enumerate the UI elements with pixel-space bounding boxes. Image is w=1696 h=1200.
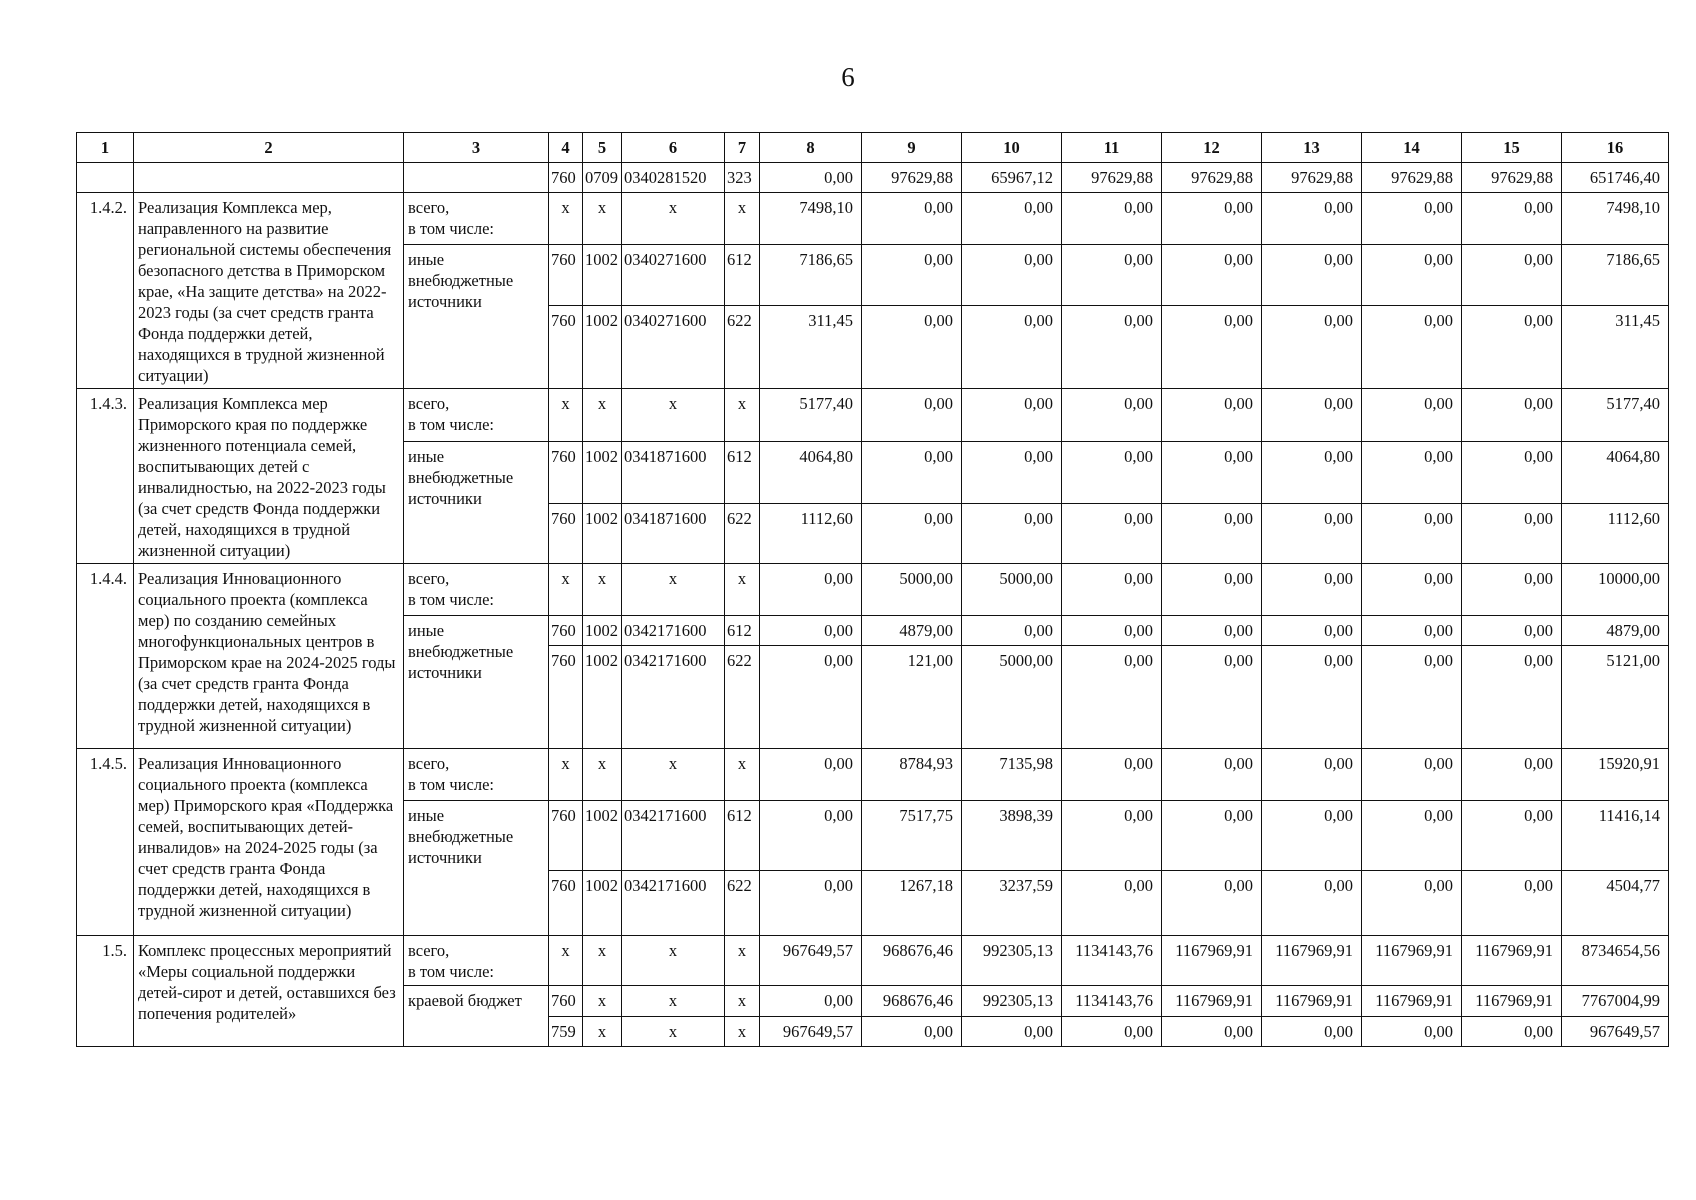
code-cell-c6: x [622,986,725,1017]
value-cell-col14: 0,00 [1362,193,1462,245]
value-cell-col14: 0,00 [1362,871,1462,936]
value-cell-col13: 0,00 [1262,749,1362,801]
value-cell-col14: 0,00 [1362,749,1462,801]
code-cell-c5: 1002 [583,245,622,306]
value-cell-col11: 0,00 [1062,442,1162,504]
item-title: Реализация Комплекса мер Приморского края по поддержке жизненного потенциала семей, воспитывающих детей с инвалидностью, на 2022-2023 годы (за счет средств Фонда поддержки детей, находящихся в трудной жизненной ситуации) [134,389,404,564]
header-row [77,133,1669,163]
value-cell-col14: 0,00 [1362,616,1462,646]
value-cell-col11: 1134143,76 [1062,986,1162,1017]
value-cell-col15: 0,00 [1462,646,1562,749]
code-cell-c6: x [622,193,725,245]
value-cell-col16: 15920,91 [1562,749,1669,801]
value-cell-col13: 1167969,91 [1262,936,1362,986]
item-index: 1.4.3. [77,389,134,564]
value-cell-col16: 311,45 [1562,306,1669,389]
value-cell-col10: 0,00 [962,1017,1062,1047]
item-index: 1.4.2. [77,193,134,389]
code-cell-c6: 0341871600 [622,442,725,504]
value-cell-col14: 0,00 [1362,801,1462,871]
code-cell-c5: x [583,564,622,616]
code-cell-c5: 1002 [583,504,622,564]
code-cell-c4: 760 [549,306,583,389]
column-header: 10 [962,133,1062,163]
value-cell-col12: 0,00 [1162,749,1262,801]
source-label: иные внебюджетные источники [404,801,549,936]
table-row [77,163,1669,193]
column-header: 11 [1062,133,1162,163]
value-cell-col9: 0,00 [862,245,962,306]
value-cell-col16: 7186,65 [1562,245,1669,306]
code-cell-c5: 0709 [583,163,622,193]
value-cell-col15: 0,00 [1462,749,1562,801]
value-cell-col12: 0,00 [1162,1017,1262,1047]
value-cell-col10: 7135,98 [962,749,1062,801]
value-cell-col10: 0,00 [962,504,1062,564]
value-cell-col8: 0,00 [760,749,862,801]
value-cell-col11: 0,00 [1062,193,1162,245]
code-cell-c4: 760 [549,986,583,1017]
value-cell-col14: 0,00 [1362,389,1462,442]
value-cell-col9: 0,00 [862,442,962,504]
value-cell-col16: 651746,40 [1562,163,1669,193]
total-label: всего, в том числе: [404,193,549,245]
value-cell-col15: 0,00 [1462,193,1562,245]
value-cell-col8: 967649,57 [760,1017,862,1047]
value-cell-col9: 0,00 [862,306,962,389]
code-cell-c5: 1002 [583,616,622,646]
value-cell-col9: 0,00 [862,389,962,442]
table-row [77,193,1669,245]
value-cell-col14: 1167969,91 [1362,986,1462,1017]
code-cell-c7: 622 [725,646,760,749]
value-cell-col11: 0,00 [1062,646,1162,749]
table-row [77,749,1669,801]
value-cell-col16: 4879,00 [1562,616,1669,646]
value-cell-col14: 0,00 [1362,442,1462,504]
code-cell-c7: x [725,389,760,442]
value-cell-col12: 0,00 [1162,389,1262,442]
code-cell-c5: x [583,986,622,1017]
code-cell-c6: 0340271600 [622,245,725,306]
column-header: 7 [725,133,760,163]
value-cell-col12: 0,00 [1162,801,1262,871]
value-cell-col13: 0,00 [1262,193,1362,245]
code-cell-c4: x [549,389,583,442]
value-cell-col9: 4879,00 [862,616,962,646]
value-cell-col13: 0,00 [1262,245,1362,306]
code-cell-c5: x [583,193,622,245]
value-cell-col16: 1112,60 [1562,504,1669,564]
code-cell-c6: x [622,564,725,616]
code-cell-c6: x [622,389,725,442]
value-cell-col13: 0,00 [1262,646,1362,749]
code-cell-c4: 760 [549,871,583,936]
value-cell-col14: 0,00 [1362,1017,1462,1047]
value-cell-col10: 0,00 [962,616,1062,646]
value-cell-col8: 0,00 [760,801,862,871]
value-cell-col14: 0,00 [1362,646,1462,749]
code-cell-c5: 1002 [583,871,622,936]
value-cell-col11: 0,00 [1062,564,1162,616]
code-cell-c5: 1002 [583,306,622,389]
column-header: 15 [1462,133,1562,163]
value-cell-col16: 11416,14 [1562,801,1669,871]
code-cell-c6: 0342171600 [622,646,725,749]
value-cell-col9: 968676,46 [862,986,962,1017]
value-cell-col12: 0,00 [1162,442,1262,504]
code-cell-c4: 760 [549,646,583,749]
table-row [77,936,1669,986]
value-cell-col12: 0,00 [1162,871,1262,936]
code-cell-c7: x [725,936,760,986]
value-cell-col14: 97629,88 [1362,163,1462,193]
code-cell-c5: x [583,1017,622,1047]
code-cell-c4: x [549,564,583,616]
value-cell-col12: 0,00 [1162,564,1262,616]
column-header: 3 [404,133,549,163]
value-cell-col15: 97629,88 [1462,163,1562,193]
value-cell-col16: 7767004,99 [1562,986,1669,1017]
code-cell-c4: x [549,193,583,245]
value-cell-col8: 0,00 [760,646,862,749]
value-cell-col8: 967649,57 [760,936,862,986]
value-cell-col12: 97629,88 [1162,163,1262,193]
value-cell-col10: 992305,13 [962,936,1062,986]
value-cell-col11: 0,00 [1062,306,1162,389]
code-cell-c7: 612 [725,801,760,871]
column-header: 5 [583,133,622,163]
value-cell-col8: 5177,40 [760,389,862,442]
code-cell-c7: x [725,749,760,801]
column-header: 1 [77,133,134,163]
item-index: 1.4.5. [77,749,134,936]
code-cell-c6: x [622,1017,725,1047]
value-cell-col15: 0,00 [1462,801,1562,871]
value-cell-col8: 1112,60 [760,504,862,564]
value-cell-col13: 97629,88 [1262,163,1362,193]
code-cell-c7: 612 [725,245,760,306]
value-cell-col16: 10000,00 [1562,564,1669,616]
value-cell-col8: 7186,65 [760,245,862,306]
value-cell-col15: 0,00 [1462,564,1562,616]
value-cell-col11: 0,00 [1062,871,1162,936]
value-cell-col12: 1167969,91 [1162,936,1262,986]
value-cell-col15: 0,00 [1462,504,1562,564]
value-cell-col10: 992305,13 [962,986,1062,1017]
code-cell-c6: 0341871600 [622,504,725,564]
code-cell-c7: x [725,986,760,1017]
value-cell-col9: 0,00 [862,193,962,245]
value-cell-col9: 968676,46 [862,936,962,986]
value-cell-col10: 3237,59 [962,871,1062,936]
value-cell-col13: 0,00 [1262,306,1362,389]
value-cell-col12: 0,00 [1162,306,1262,389]
code-cell-c7: 622 [725,504,760,564]
code-cell-c4: x [549,749,583,801]
source-cell [404,163,549,193]
value-cell-col11: 0,00 [1062,245,1162,306]
value-cell-col8: 0,00 [760,871,862,936]
value-cell-col12: 0,00 [1162,646,1262,749]
code-cell-c7: 612 [725,616,760,646]
value-cell-col11: 0,00 [1062,389,1162,442]
value-cell-col14: 0,00 [1362,245,1462,306]
column-header: 6 [622,133,725,163]
total-label: всего, в том числе: [404,749,549,801]
value-cell-col10: 0,00 [962,306,1062,389]
item-title: Реализация Комплекса мер, направленного на развитие региональной системы обеспечения безопасного детства в Приморском крае, «На защите детства» на 2022-2023 годы (за счет средств гранта Фонда поддержки детей, находящихся в трудной жизненной ситуации) [134,193,404,389]
value-cell-col9: 0,00 [862,1017,962,1047]
value-cell-col10: 3898,39 [962,801,1062,871]
value-cell-col11: 0,00 [1062,801,1162,871]
value-cell-col13: 0,00 [1262,504,1362,564]
value-cell-col14: 1167969,91 [1362,936,1462,986]
code-cell-c4: 760 [549,442,583,504]
value-cell-col9: 8784,93 [862,749,962,801]
code-cell-c4: 760 [549,245,583,306]
value-cell-col8: 0,00 [760,564,862,616]
value-cell-col8: 0,00 [760,616,862,646]
code-cell-c7: x [725,193,760,245]
value-cell-col16: 5121,00 [1562,646,1669,749]
source-label: иные внебюджетные источники [404,616,549,749]
value-cell-col10: 5000,00 [962,646,1062,749]
code-cell-c5: 1002 [583,442,622,504]
value-cell-col13: 0,00 [1262,871,1362,936]
budget-table [76,132,1669,1047]
code-cell-c5: 1002 [583,646,622,749]
column-header: 16 [1562,133,1669,163]
value-cell-col13: 0,00 [1262,801,1362,871]
code-cell-c4: 759 [549,1017,583,1047]
code-cell-c4: 760 [549,801,583,871]
value-cell-col14: 0,00 [1362,504,1462,564]
item-index: 1.5. [77,936,134,1047]
code-cell-c7: x [725,564,760,616]
value-cell-col15: 0,00 [1462,389,1562,442]
column-header: 14 [1362,133,1462,163]
code-cell-c6: x [622,749,725,801]
code-cell-c7: 622 [725,871,760,936]
code-cell-c7: 622 [725,306,760,389]
title-cell [134,163,404,193]
index-cell [77,163,134,193]
code-cell-c7: 323 [725,163,760,193]
value-cell-col12: 0,00 [1162,193,1262,245]
value-cell-col13: 0,00 [1262,442,1362,504]
column-header: 9 [862,133,962,163]
value-cell-col15: 0,00 [1462,871,1562,936]
code-cell-c5: x [583,389,622,442]
value-cell-col16: 4064,80 [1562,442,1669,504]
value-cell-col15: 0,00 [1462,616,1562,646]
column-header: 8 [760,133,862,163]
value-cell-col10: 5000,00 [962,564,1062,616]
value-cell-col8: 4064,80 [760,442,862,504]
code-cell-c6: 0342171600 [622,871,725,936]
total-label: всего, в том числе: [404,936,549,986]
value-cell-col13: 0,00 [1262,564,1362,616]
value-cell-col11: 1134143,76 [1062,936,1162,986]
value-cell-col9: 1267,18 [862,871,962,936]
source-label: иные внебюджетные источники [404,245,549,389]
table-body [77,133,1669,1047]
item-title: Реализация Инновационного социального проекта (комплекса мер) по созданию семейных многофункциональных центров в Приморском крае на 2024-2025 годы (за счет средств гранта Фонда поддержки детей, находящихся в трудной жизненной ситуации) [134,564,404,749]
column-header: 2 [134,133,404,163]
value-cell-col8: 0,00 [760,163,862,193]
value-cell-col10: 65967,12 [962,163,1062,193]
value-cell-col14: 0,00 [1362,306,1462,389]
value-cell-col15: 0,00 [1462,442,1562,504]
code-cell-c4: 760 [549,616,583,646]
item-title: Комплекс процессных мероприятий «Меры социальной поддержки детей-сирот и детей, оставшихся без попечения родителей» [134,936,404,1047]
value-cell-col9: 7517,75 [862,801,962,871]
item-title: Реализация Инновационного социального проекта (комплекса мер) Приморского края «Поддержка семей, воспитывающих детей-инвалидов» на 2024-2025 годы (за счет средств гранта Фонда поддержки детей, находящихся в трудной жизненной ситуации) [134,749,404,936]
code-cell-c6: 0340281520 [622,163,725,193]
code-cell-c5: x [583,936,622,986]
value-cell-col11: 0,00 [1062,616,1162,646]
code-cell-c6: 0342171600 [622,801,725,871]
table-row [77,389,1669,442]
code-cell-c5: x [583,749,622,801]
code-cell-c6: 0342171600 [622,616,725,646]
value-cell-col8: 7498,10 [760,193,862,245]
source-label: иные внебюджетные источники [404,442,549,564]
total-label: всего, в том числе: [404,389,549,442]
value-cell-col13: 0,00 [1262,389,1362,442]
value-cell-col16: 5177,40 [1562,389,1669,442]
code-cell-c4: 760 [549,163,583,193]
value-cell-col14: 0,00 [1362,564,1462,616]
code-cell-c4: x [549,936,583,986]
value-cell-col11: 97629,88 [1062,163,1162,193]
code-cell-c5: 1002 [583,801,622,871]
code-cell-c6: 0340271600 [622,306,725,389]
value-cell-col8: 0,00 [760,986,862,1017]
value-cell-col13: 0,00 [1262,1017,1362,1047]
value-cell-col8: 311,45 [760,306,862,389]
value-cell-col11: 0,00 [1062,504,1162,564]
value-cell-col9: 5000,00 [862,564,962,616]
value-cell-col12: 0,00 [1162,245,1262,306]
value-cell-col15: 1167969,91 [1462,986,1562,1017]
value-cell-col15: 0,00 [1462,1017,1562,1047]
value-cell-col15: 1167969,91 [1462,936,1562,986]
value-cell-col16: 967649,57 [1562,1017,1669,1047]
column-header: 13 [1262,133,1362,163]
value-cell-col9: 0,00 [862,504,962,564]
value-cell-col10: 0,00 [962,245,1062,306]
column-header: 4 [549,133,583,163]
code-cell-c7: x [725,1017,760,1047]
value-cell-col15: 0,00 [1462,306,1562,389]
value-cell-col9: 97629,88 [862,163,962,193]
value-cell-col13: 1167969,91 [1262,986,1362,1017]
value-cell-col12: 0,00 [1162,616,1262,646]
source-label: краевой бюджет [404,986,549,1047]
value-cell-col15: 0,00 [1462,245,1562,306]
code-cell-c4: 760 [549,504,583,564]
value-cell-col10: 0,00 [962,389,1062,442]
value-cell-col16: 8734654,56 [1562,936,1669,986]
value-cell-col11: 0,00 [1062,1017,1162,1047]
item-index: 1.4.4. [77,564,134,749]
value-cell-col16: 7498,10 [1562,193,1669,245]
value-cell-col16: 4504,77 [1562,871,1669,936]
total-label: всего, в том числе: [404,564,549,616]
value-cell-col12: 1167969,91 [1162,986,1262,1017]
value-cell-col10: 0,00 [962,442,1062,504]
value-cell-col9: 121,00 [862,646,962,749]
code-cell-c6: x [622,936,725,986]
value-cell-col13: 0,00 [1262,616,1362,646]
value-cell-col12: 0,00 [1162,504,1262,564]
column-header: 12 [1162,133,1262,163]
code-cell-c7: 612 [725,442,760,504]
page-number: 6 [841,62,855,92]
table-row [77,564,1669,616]
value-cell-col11: 0,00 [1062,749,1162,801]
value-cell-col10: 0,00 [962,193,1062,245]
